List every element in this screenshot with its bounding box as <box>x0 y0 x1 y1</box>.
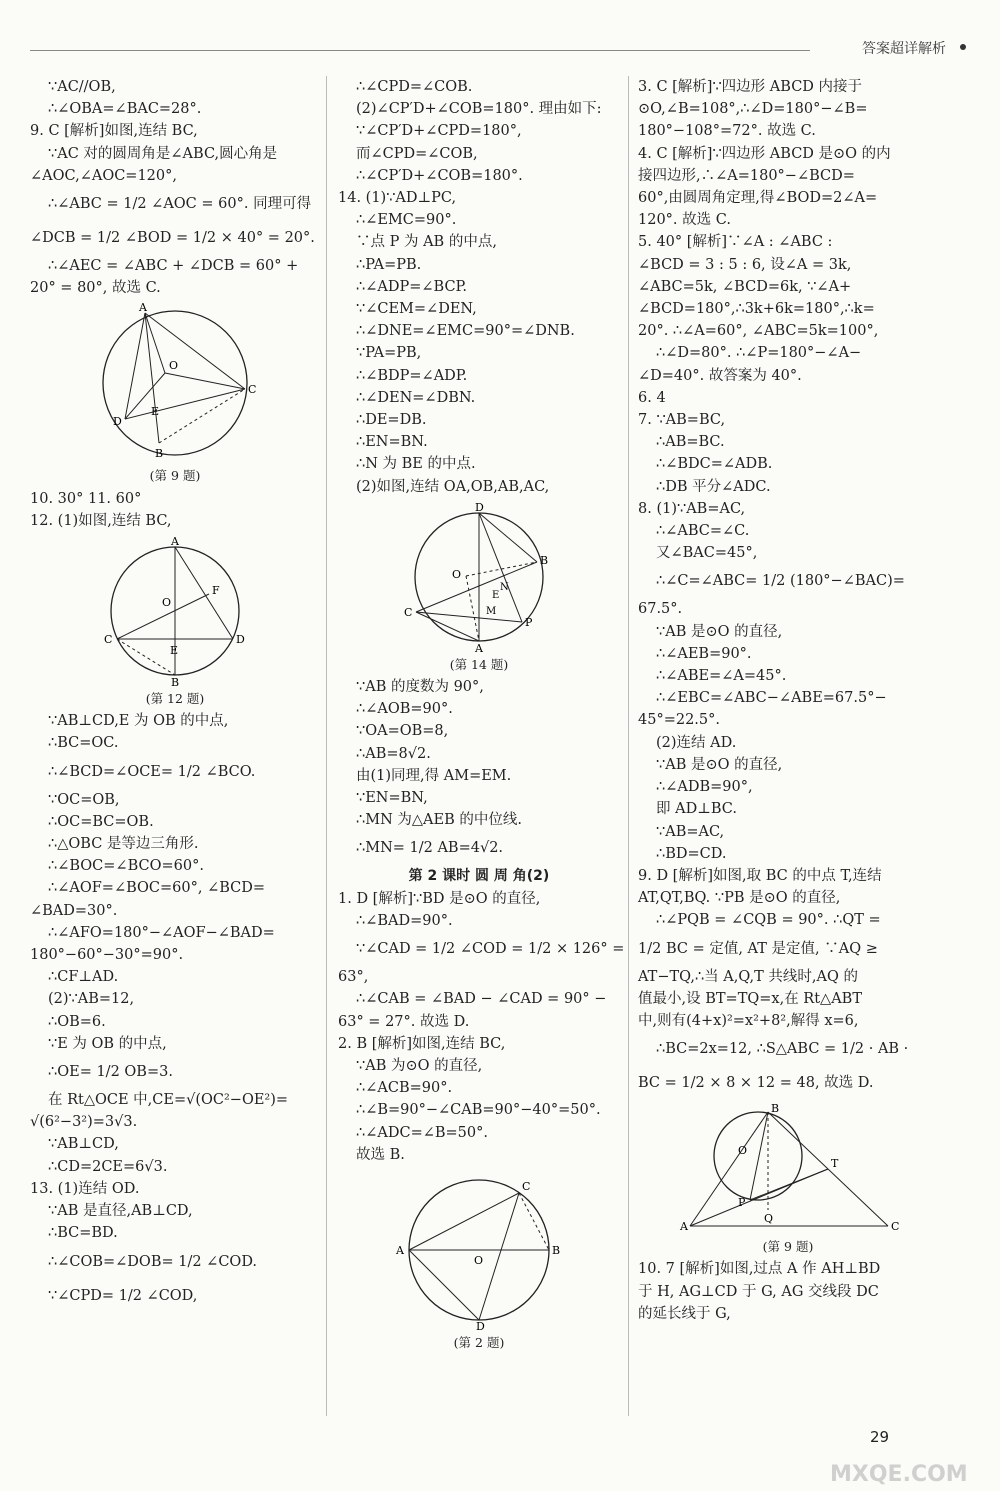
text-line: ∴∠AFO=180°−∠AOF−∠BAD= <box>48 924 275 941</box>
text-line: ∴∠ACB=90°. <box>356 1080 453 1097</box>
svg-text:D: D <box>236 633 245 647</box>
figure-2-caption: (第 2 题) <box>453 1334 505 1350</box>
svg-text:A: A <box>139 301 147 315</box>
text-line: ∴CD=2CE=6√3. <box>48 1158 168 1175</box>
text-line: ∵∠CAD = 1/2 ∠COD = 1/2 × 126° = <box>356 941 625 958</box>
svg-text:Q: Q <box>764 1212 774 1226</box>
text-line: ∴PA=PB. <box>356 256 422 273</box>
text-line: ∴∠EBC=∠ABC−∠ABE=67.5°− <box>656 690 887 707</box>
text-line: 12. (1)如图,连结 BC, <box>30 512 172 529</box>
text-line: ∴∠DEN=∠DBN. <box>356 389 476 406</box>
text-line: 20°. ∴∠A=60°, ∠ABC=5k=100°, <box>638 323 879 340</box>
text-line: (2)连结 AD. <box>656 734 737 751</box>
text-line: ∴DB 平分∠ADC. <box>656 478 771 495</box>
text-line: 故选 B. <box>356 1146 405 1163</box>
svg-text:C: C <box>522 1179 531 1193</box>
column-2 <box>338 76 625 1354</box>
col2-block2 <box>338 676 620 865</box>
text-line: 13. (1)连结 OD. <box>30 1180 140 1197</box>
column-1 <box>30 76 320 1313</box>
section-title: 第 2 课时 圆 周 角(2) <box>408 868 550 885</box>
text-line: ∵∠CEM=∠DEN, <box>356 301 477 318</box>
text-line: ∴△OBC 是等边三角形. <box>48 836 199 853</box>
svg-text:B: B <box>552 1243 561 1257</box>
svg-text:O: O <box>162 596 172 610</box>
text-line: ∵AB 为⊙O 的直径, <box>356 1057 483 1074</box>
figure-9-caption: (第 9 题) <box>149 468 201 484</box>
svg-text:A: A <box>396 1243 404 1257</box>
text-line: 10. 7 [解析]如图,过点 A 作 AH⊥BD <box>638 1261 881 1278</box>
text-line: 120°. 故选 C. <box>638 212 731 229</box>
text-line: 4. C [解析]∵四边形 ABCD 是⊙O 的内 <box>638 145 891 162</box>
text-line: ∴∠CPD=∠COB. <box>356 79 473 95</box>
text-line: ∴∠BDC=∠ADB. <box>656 456 773 473</box>
svg-text:P: P <box>525 615 533 629</box>
text-line: ∴∠EMC=90°. <box>356 212 457 229</box>
header-dot-icon <box>960 44 966 50</box>
text-line: ∵AC 对的圆周角是∠ABC,圆心角是 <box>48 145 278 162</box>
svg-text:D: D <box>475 500 484 514</box>
text-line: ∴∠ADB=90°, <box>656 779 753 796</box>
text-line: 63° = 27°. 故选 D. <box>338 1013 470 1030</box>
figure-2-diagram <box>394 1170 564 1333</box>
text-line: 67.5°. <box>638 601 683 618</box>
text-line: ∴∠ADC=∠B=50°. <box>356 1124 488 1141</box>
col1-block1 <box>30 76 320 299</box>
text-line: ∴N 为 BE 的中点. <box>356 456 476 473</box>
text-line: ∴∠BOC=∠BCO=60°. <box>48 858 204 875</box>
column-divider <box>628 76 629 1416</box>
col1-block3 <box>30 710 320 1312</box>
svg-text:O: O <box>169 359 179 373</box>
svg-text:E: E <box>151 405 160 419</box>
text-line: 180°−108°=72°. 故选 C. <box>638 123 816 140</box>
text-line: ∵AB 是⊙O 的直径, <box>656 623 783 640</box>
figure-9b-caption: (第 9 题) <box>762 1239 814 1255</box>
text-line: (2)∵AB=12, <box>48 991 135 1008</box>
text-line: ∴BC=OC. <box>48 735 119 752</box>
svg-text:O: O <box>452 567 462 581</box>
figure-9b-diagram <box>678 1104 898 1234</box>
text-line: ∴BD=CD. <box>656 845 727 862</box>
text-line: 180°−60°−30°=90°. <box>30 947 184 964</box>
column-divider <box>326 76 327 1416</box>
text-line: (2)如图,连结 OA,OB,AB,AC, <box>356 478 550 495</box>
text-line: ∴∠D=80°. ∴∠P=180°−∠A− <box>656 345 862 362</box>
text-line: ∴OE= 1/2 OB=3. <box>48 1064 173 1081</box>
figure-12-diagram <box>100 535 250 690</box>
text-line: √(6²−3²)=3√3. <box>30 1114 138 1131</box>
figure-14-caption: (第 14 题) <box>449 656 509 672</box>
text-line: ∴∠C=∠ABC= 1/2 (180°−∠BAC)= <box>656 573 905 590</box>
text-line: ∴∠AOF=∠BOC=60°, ∠BCD= <box>48 880 266 897</box>
text-line: ∠D=40°. 故答案为 40°. <box>638 367 802 384</box>
svg-text:A: A <box>171 535 179 549</box>
text-line: ∠AOC,∠AOC=120°, <box>30 167 177 184</box>
column-3 <box>638 76 938 1325</box>
text-line: 中,则有(4+x)²=x²+8²,解得 x=6, <box>638 1012 859 1029</box>
col1-block2 <box>30 488 320 532</box>
header-rule <box>30 50 810 51</box>
svg-text:C: C <box>891 1220 900 1234</box>
text-line: 14. (1)∵AD⊥PC, <box>338 190 457 207</box>
svg-text:B: B <box>155 447 164 461</box>
svg-text:D: D <box>113 415 122 429</box>
svg-text:N: N <box>500 581 509 593</box>
svg-text:B: B <box>171 676 180 690</box>
text-line: 9. D [解析]如图,取 BC 的中点 T,连结 <box>638 867 882 884</box>
text-line: ∠BCD = 3 : 5 : 6, 设∠A = 3k, <box>638 256 852 273</box>
text-line: ∴∠BDP=∠ADP. <box>356 367 468 384</box>
text-line: 又∠BAC=45°, <box>656 545 758 562</box>
text-line: 接四边形,∴∠A=180°−∠BCD= <box>638 167 855 184</box>
text-line: ∵AB 是直径,AB⊥CD, <box>48 1203 193 1220</box>
text-line: 由(1)同理,得 AM=EM. <box>356 767 512 784</box>
header-title: 答案超详解析 <box>862 41 946 57</box>
text-line: 8. (1)∵AB=AC, <box>638 500 746 517</box>
text-line: ∴∠BAD=90°. <box>356 912 453 929</box>
text-line: ∴AB=BC. <box>656 434 725 451</box>
svg-text:A: A <box>475 641 483 655</box>
text-line: ∴∠DNE=∠EMC=90°=∠DNB. <box>356 323 575 340</box>
text-line: ∵∠CPD= 1/2 ∠COD, <box>48 1287 198 1304</box>
text-line: ∵AC//OB, <box>48 79 116 95</box>
text-line: ∴MN 为△AEB 的中位线. <box>356 812 522 829</box>
col3-block2 <box>638 1258 938 1325</box>
text-line: ∵AB 的度数为 90°, <box>356 679 484 696</box>
text-line: 于 H, AG⊥CD 于 G, AG 交线段 DC <box>638 1283 879 1300</box>
text-line: ∴AB=8√2. <box>356 745 431 762</box>
text-line: BC = 1/2 × 8 × 12 = 48, 故选 D. <box>638 1075 874 1092</box>
text-line: ∴BC=2x=12, ∴S△ABC = 1/2 · AB · <box>656 1041 909 1058</box>
text-line: ∵OC=OB, <box>48 791 120 808</box>
text-line: 而∠CPD=∠COB, <box>356 145 478 162</box>
svg-text:O: O <box>738 1144 748 1158</box>
text-line: ∴EN=BN. <box>356 434 428 451</box>
text-line: ∴∠AEC = ∠ABC + ∠DCB = 60° + <box>48 258 299 275</box>
col2-block1 <box>338 76 620 498</box>
text-line: ∴∠ADP=∠BCP. <box>356 278 467 295</box>
text-line: 2. B [解析]如图,连结 BC, <box>338 1035 506 1052</box>
text-line: ∵AB 是⊙O 的直径, <box>656 756 783 773</box>
svg-text:F: F <box>212 584 220 598</box>
svg-text:B: B <box>771 1102 780 1116</box>
svg-text:C: C <box>248 383 257 397</box>
figure-14-diagram <box>404 500 554 655</box>
svg-text:T: T <box>831 1157 839 1171</box>
text-line: ∴BC=BD. <box>48 1225 118 1242</box>
text-line: ∴OC=BC=OB. <box>48 813 154 830</box>
text-line: 6. 4 <box>638 389 666 406</box>
text-line: 5. 40° [解析]∵∠A : ∠ABC : <box>638 234 833 251</box>
text-line: ∴∠ABC=∠C. <box>656 523 750 540</box>
svg-text:D: D <box>476 1319 485 1333</box>
text-line: ∴MN= 1/2 AB=4√2. <box>356 840 504 857</box>
text-line: ∴∠B=90°−∠CAB=90°−40°=50°. <box>356 1102 601 1119</box>
text-line: 7. ∵AB=BC, <box>638 412 726 429</box>
text-line: AT−TQ,∴当 A,Q,T 共线时,AQ 的 <box>638 968 858 985</box>
text-line: 9. C [解析]如图,连结 BC, <box>30 123 198 140</box>
text-line: AT,QT,BQ. ∵PB 是⊙O 的直径, <box>638 890 841 907</box>
text-line: 即 AD⊥BC. <box>656 801 737 818</box>
text-line: 值最小,设 BT=TQ=x,在 Rt△ABT <box>638 990 862 1007</box>
text-line: 1. D [解析]∵BD 是⊙O 的直径, <box>338 890 541 907</box>
text-line: ∠BCD=180°,∴3k+6k=180°,∴k= <box>638 301 875 318</box>
text-line: ∵点 P 为 AB 的中点, <box>356 234 497 251</box>
text-line: ∵E 为 OB 的中点, <box>48 1035 167 1052</box>
svg-text:O: O <box>474 1253 484 1267</box>
svg-text:M: M <box>486 605 497 617</box>
text-line: ∴CF⊥AD. <box>48 969 119 986</box>
text-line: ∴∠OBA=∠BAC=28°. <box>48 101 202 118</box>
figure-12-caption: (第 12 题) <box>145 691 205 707</box>
text-line: ⊙O,∠B=108°,∴∠D=180°−∠B= <box>638 101 868 118</box>
page-number: 29 <box>870 1428 890 1446</box>
text-line: 45°=22.5°. <box>638 712 720 729</box>
svg-text:P: P <box>738 1196 746 1210</box>
svg-text:B: B <box>540 553 549 567</box>
text-line: ∠ABC=5k, ∠BCD=6k, ∵∠A+ <box>638 278 852 295</box>
svg-text:C: C <box>104 633 113 647</box>
text-line: ∵PA=PB, <box>356 345 422 362</box>
text-line: 60°,由圆周角定理,得∠BOD=2∠A= <box>638 190 878 207</box>
text-line: (2)∠CP′D+∠COB=180°. 理由如下: <box>356 101 602 118</box>
text-line: ∴∠COB=∠DOB= 1/2 ∠COD. <box>48 1253 258 1270</box>
text-line: ∴OB=6. <box>48 1013 106 1030</box>
text-line: ∵OA=OB=8, <box>356 723 449 740</box>
svg-text:E: E <box>170 644 179 658</box>
text-line: 在 Rt△OCE 中,CE=√(OC²−OE²)= <box>48 1092 289 1109</box>
figure-9-diagram <box>95 303 255 463</box>
text-line: ∴∠PQB = ∠CQB = 90°. ∴QT = <box>656 912 881 929</box>
text-line: ∵AB⊥CD, <box>48 1136 119 1153</box>
col3-block1 <box>638 76 938 1100</box>
text-line: ∵∠CP′D+∠CPD=180°, <box>356 123 522 140</box>
text-line: 的延长线于 G, <box>638 1305 731 1322</box>
svg-text:A: A <box>680 1220 688 1234</box>
page-header <box>30 38 970 58</box>
text-line: ∴∠CAB = ∠BAD − ∠CAD = 90° − <box>356 991 607 1008</box>
text-line: 20° = 80°, 故选 C. <box>30 280 161 297</box>
text-line: ∴∠AEB=90°. <box>656 645 752 662</box>
text-line: ∠DCB = 1/2 ∠BOD = 1/2 × 40° = 20°. <box>30 230 315 247</box>
text-line: ∴∠CP′D+∠COB=180°. <box>356 167 523 184</box>
text-line: ∴DE=DB. <box>356 412 427 429</box>
text-line: ∴∠BCD=∠OCE= 1/2 ∠BCO. <box>48 763 256 780</box>
svg-text:E: E <box>492 589 500 601</box>
text-line: ∠BAD=30°. <box>30 902 118 919</box>
svg-text:C: C <box>404 605 413 619</box>
text-line: ∵EN=BN, <box>356 790 428 807</box>
text-line: 1/2 BC = 定值, AT 是定值, ∵AQ ≥ <box>638 940 878 957</box>
text-line: ∴∠AOB=90°. <box>356 701 453 718</box>
text-line: 63°, <box>338 969 369 986</box>
text-line: ∴∠ABC = 1/2 ∠AOC = 60°. 同理可得 <box>48 196 312 213</box>
text-line: ∵AB⊥CD,E 为 OB 的中点, <box>48 713 229 730</box>
text-line: ∵AB=AC, <box>656 823 725 840</box>
text-line: 10. 30° 11. 60° <box>30 490 142 507</box>
watermark: MXQE.COM <box>830 1462 968 1487</box>
text-line: 3. C [解析]∵四边形 ABCD 内接于 <box>638 79 863 95</box>
text-line: ∴∠ABE=∠A=45°. <box>656 668 787 685</box>
col2-block3 <box>338 888 625 1166</box>
